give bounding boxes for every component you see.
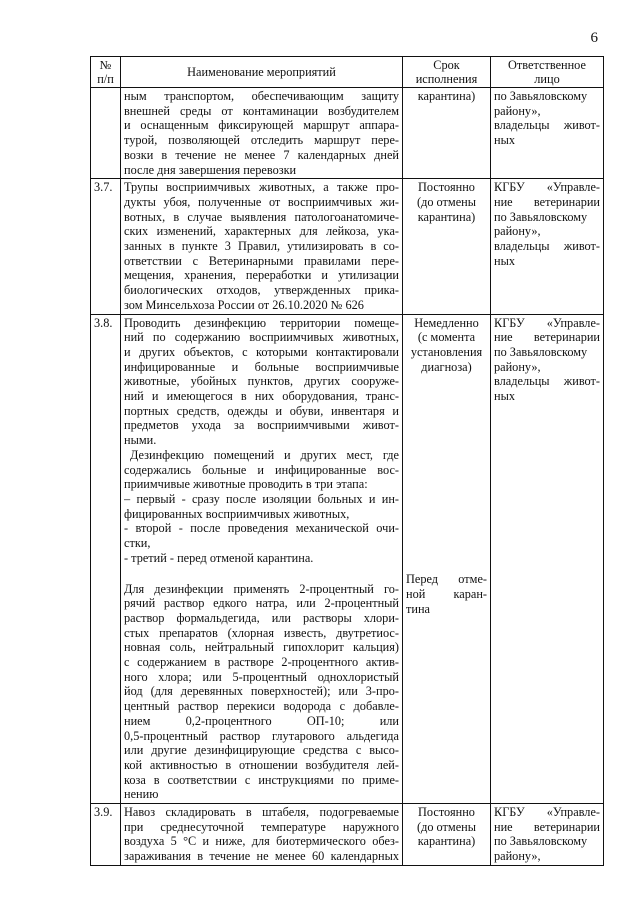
page-number: 6 xyxy=(590,30,598,46)
table-header-row xyxy=(91,57,604,88)
measure-text xyxy=(121,88,403,179)
text-line: – первый - сразу после изоляции больных и ин- xyxy=(124,491,399,506)
resp-line: ных xyxy=(494,133,515,148)
term-line: Постоянно xyxy=(418,180,475,195)
text-line: и других объектов, с которыми контактировали xyxy=(124,344,399,359)
row-number: 3.8. xyxy=(91,314,121,804)
term-line: Перед отме- xyxy=(406,572,487,587)
responsible-cell xyxy=(491,314,604,804)
resp-line: району», xyxy=(494,849,541,864)
text-line: новная соль, нейтральный гипохлорит кальция) xyxy=(124,640,399,655)
measure-text xyxy=(121,179,403,314)
header-num xyxy=(91,57,121,88)
header-name xyxy=(121,57,403,88)
text-line: ного хлора; или 5-процентный однохлористый xyxy=(124,669,399,684)
text-line: Проводить дезинфекцию территории помеще- xyxy=(124,315,399,330)
text-line: после дня завершения перевозки xyxy=(124,162,297,177)
text-line: стки, xyxy=(124,536,151,551)
measure-text xyxy=(121,314,403,804)
resp-line: району», xyxy=(494,103,541,118)
text-line: рячий раствор едкого натра, или 2-процентный xyxy=(124,596,399,611)
term-line: (до отмены xyxy=(416,819,477,834)
header-name-line: Наименование мероприятий xyxy=(187,65,336,79)
term-line: карантина) xyxy=(417,834,476,849)
header-term-line: исполнения xyxy=(415,72,478,86)
text-line: или другие дезинфицирующие средства с высо- xyxy=(124,743,399,758)
text-line: ответствии с Ветеринарными правилами пере- xyxy=(124,253,399,268)
resp-line: району», xyxy=(494,224,541,239)
header-term-line: Срок xyxy=(433,58,460,72)
responsible-cell xyxy=(491,179,604,314)
text-line: животные, убойных пунктов, других сооруже- xyxy=(124,374,399,389)
resp-line: по Завьяловскому xyxy=(494,834,588,849)
text-line: ний по содержанию восприимчивых животных, xyxy=(124,330,399,345)
resp-line: по Завьяловскому xyxy=(494,89,588,103)
text-line: ских изменений, характерных для лейкоза, ука- xyxy=(124,224,399,239)
term-line: диагноза) xyxy=(421,359,472,374)
text-line: нием 0,2-процентного ОП-10; или xyxy=(124,713,399,728)
resp-line: ние ветеринарии xyxy=(494,330,600,345)
text-line: дукты убоя, полученные от восприимчивых жи- xyxy=(124,194,399,209)
text-line: 0,5-процентный раствор глутарового альдегида xyxy=(124,728,399,743)
text-line: - третий - перед отменой карантина. xyxy=(124,550,314,565)
term-line: ной каран- xyxy=(406,587,487,602)
header-resp-line: лицо xyxy=(534,72,560,86)
text-line: зараживания в течение не менее 60 календарных xyxy=(124,849,399,864)
resp-line: ных xyxy=(494,389,515,404)
term-cell xyxy=(403,314,491,804)
term-line: установления xyxy=(410,344,483,359)
text-line: турой, позволяющей отследить маршрут пере- xyxy=(124,133,399,148)
text-line: при среднесуточной температуре наружного xyxy=(124,819,399,834)
resp-line: ние ветеринарии xyxy=(494,194,600,209)
text-line: раствор формальдегида, или растворы хлори- xyxy=(124,610,399,625)
term-line: (с момента xyxy=(417,330,476,345)
term-line: карантина) xyxy=(417,209,476,224)
resp-line: владельцы живот- xyxy=(494,374,600,389)
term-cell xyxy=(403,804,491,866)
text-line: воздуха 5 °С и ниже, для биотермического обез- xyxy=(124,834,399,849)
text-line: вотных, в случае выявления патологоанатомиче- xyxy=(124,209,399,224)
responsible-cell xyxy=(491,88,604,179)
row-number xyxy=(91,88,121,179)
text-line: кой активностью в отношении возбудителя лей- xyxy=(124,757,399,772)
text-line: занных в пункте 3 Правил, утилизировать в со- xyxy=(124,239,399,254)
table-row xyxy=(91,314,604,804)
text-line: центный раствор перекиси водорода с добавле- xyxy=(124,699,399,714)
header-num-line: п/п xyxy=(97,72,114,86)
resp-line: владельцы живот- xyxy=(494,239,600,254)
text-line: и оснащенным фиксирующей маршрут аппара- xyxy=(124,118,399,133)
text-line: приимчивые животные проводить в три этапа: xyxy=(124,477,368,492)
resp-line: по Завьяловскому xyxy=(494,344,588,359)
text-line: йод (для деревянных поверхностей); или 3-про- xyxy=(124,684,399,699)
text-line: - второй - после проведения механической очи- xyxy=(124,521,399,536)
resp-line: району», xyxy=(494,359,541,374)
header-resp-line: Ответственное xyxy=(508,58,586,72)
resp-line: по Завьяловскому xyxy=(494,209,588,224)
text-line: Для дезинфекции применять 2-процентный го- xyxy=(124,581,399,596)
resp-line: КГБУ «Управле- xyxy=(494,180,600,195)
table-row xyxy=(91,804,604,866)
text-line: предметов ухода за восприимчивыми живот- xyxy=(124,418,399,433)
text-line: коза в соответствии с инструкциями по приме- xyxy=(124,772,399,787)
term-cell xyxy=(403,88,491,179)
term-line: карантина) xyxy=(417,89,476,103)
text-line: стых препаратов (хлорная известь, двутретиос- xyxy=(124,625,399,640)
term-line: Постоянно xyxy=(418,805,475,820)
resp-line: ных xyxy=(494,253,515,268)
row-number: 3.7. xyxy=(91,179,121,314)
text-line: ний и имеющегося в них оборудования, транс- xyxy=(124,389,399,404)
text-line: ным транспортом, обеспечивающим защиту xyxy=(124,89,399,103)
term-line: (до отмены xyxy=(416,194,477,209)
text-line: портных средств, одежды и обуви, инвентаря и xyxy=(124,403,399,418)
header-term xyxy=(403,57,491,88)
resp-line: ние ветеринарии xyxy=(494,819,600,834)
text-line: ными. xyxy=(124,433,157,448)
text-line: возки в течение не менее 7 календарных дней xyxy=(124,147,399,162)
header-resp xyxy=(491,57,604,88)
text-line: мещения, хранения, переработки и утилизации xyxy=(124,268,399,283)
resp-line: владельцы живот- xyxy=(494,118,600,133)
text-line: содержались больные и инфицированные вос- xyxy=(124,462,399,477)
measures-table xyxy=(90,56,604,866)
resp-line: КГБУ «Управле- xyxy=(494,315,600,330)
text-line: инфицированные и больные восприимчивые xyxy=(124,359,399,374)
resp-line: КГБУ «Управле- xyxy=(494,805,600,820)
term-cell xyxy=(403,179,491,314)
text-line: зом Минсельхоза России от 26.10.2020 № 626 xyxy=(124,297,364,312)
text-line: Трупы восприимчивых животных, а также про- xyxy=(124,180,399,195)
table-row xyxy=(91,179,604,314)
measure-text xyxy=(121,804,403,866)
header-num-line: № xyxy=(99,58,112,72)
responsible-cell xyxy=(491,804,604,866)
text-line: с содержанием в растворе 2-процентного актив- xyxy=(124,655,399,670)
term-line: тина xyxy=(406,601,430,616)
text-line: фицированных восприимчивых животных, xyxy=(124,506,350,521)
row-number: 3.9. xyxy=(91,804,121,866)
table-row xyxy=(91,88,604,179)
text-line: Дезинфекцию помещений и других мест, где xyxy=(130,447,399,462)
text-line: биологических отходов, утвержденных прика- xyxy=(124,283,399,298)
term-line: Немедленно xyxy=(414,315,479,330)
text-line: нению xyxy=(124,787,159,802)
text-line: Навоз складировать в штабеля, подогреваемые xyxy=(124,805,399,820)
text-line: внешней среды от контаминации возбудителем xyxy=(124,103,399,118)
